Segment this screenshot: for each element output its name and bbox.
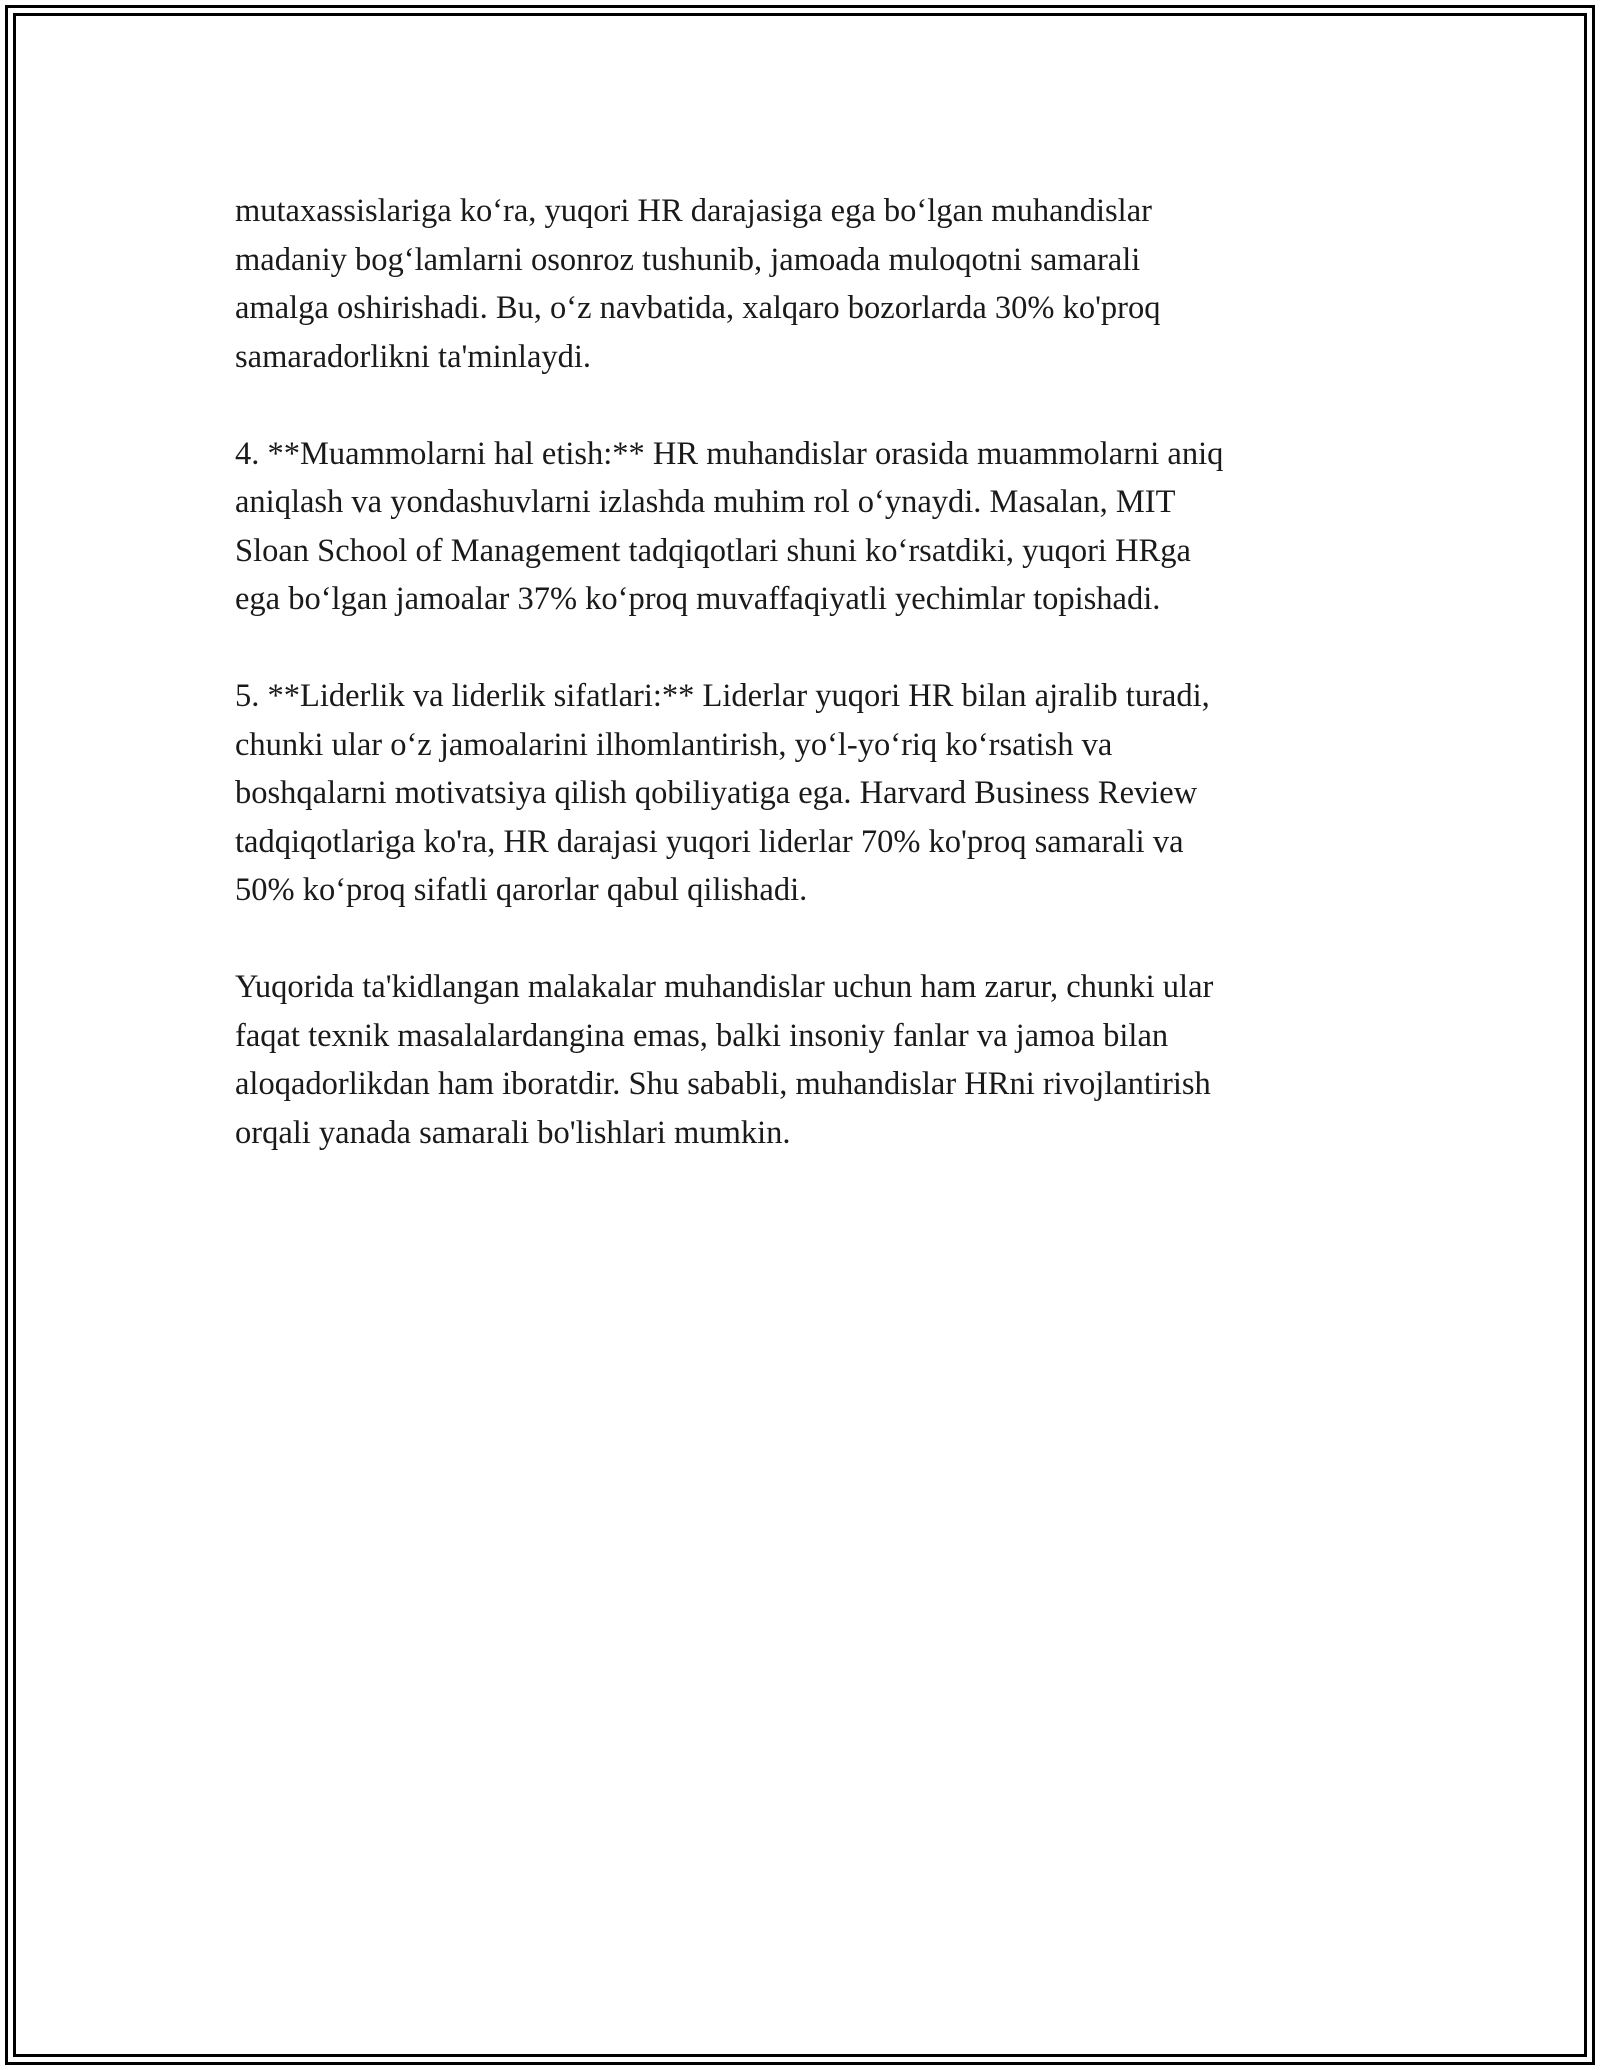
paragraph-conclusion: Yuqorida ta'kidlangan malakalar muhandislar uchun ham zarur, chunki ular faqat texnik masalalardangina emas, balki insoniy fanlar va jamoa bilan aloqadorlikdan ham iboratdir. Shu sababli, muhandislar HRni rivojlantirish orqali yanada samarali bo'lishlari mumkin.: [235, 969, 1214, 1151]
paragraph-problem-solving: 4. **Muammolarni hal etish:** HR muhandislar orasida muammolarni aniq aniqlash va yondashuvlarni izlashda muhim rol o‘ynaydi. Masalan, MIT Sloan School of Management tadqiqotlari shuni ko‘rsatdiki, yuqori HRga ega bo‘lgan jamoalar 37% ko‘proq muvaffaqiyatli yechimlar topishadi.: [235, 435, 1224, 617]
paragraph-intro-continuation: mutaxassislariga ko‘ra, yuqori HR darajasiga ega bo‘lgan muhandislar madaniy bog‘lamlarni osonroz tushunib, jamoada muloqotni samarali amalga oshirishadi. Bu, o‘z navbatida, xalqaro bozorlarda 30% ko'proq samaradorlikni ta'minlaydi.: [235, 193, 1161, 375]
document-body: [235, 187, 1375, 1206]
paragraph-leadership: 5. **Liderlik va liderlik sifatlari:** Liderlar yuqori HR bilan ajralib turadi, chunki ular o‘z jamoalarini ilhomlantirish, yo‘l-yo‘riq ko‘rsatish va boshqalarni motivatsiya qilish qobiliyatiga ega. Harvard Business Review tadqiqotlariga ko'ra, HR darajasi yuqori liderlar 70% ko'proq samarali va 50% ko‘proq sifatli qarorlar qabul qilishadi.: [235, 678, 1210, 908]
